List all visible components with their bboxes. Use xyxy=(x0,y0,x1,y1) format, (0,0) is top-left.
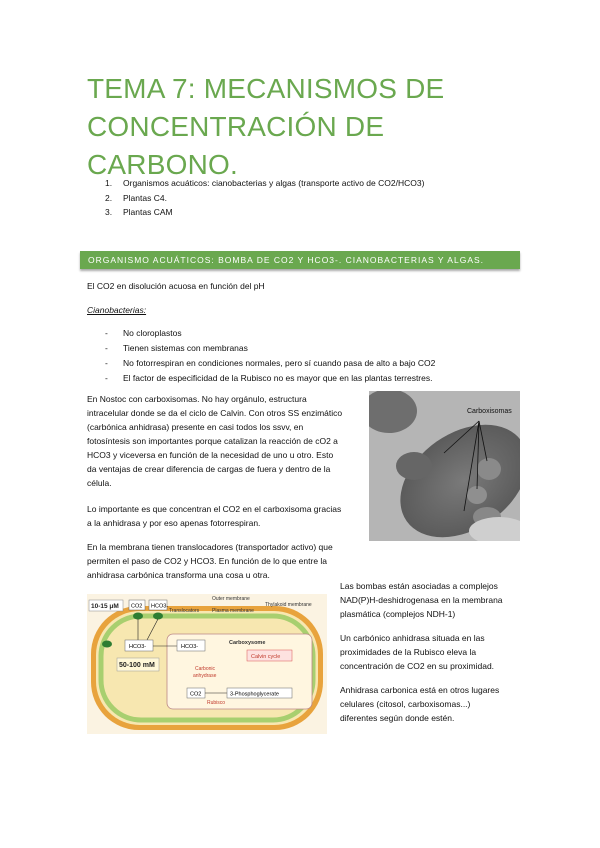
carboxysome-shape xyxy=(477,458,501,480)
text-line: Lo importante es que concentran el CO2 en el carboxisoma gracias xyxy=(87,504,342,514)
inside-conc: 50-100 mM xyxy=(119,662,155,669)
paragraph-carbonico xyxy=(340,631,525,673)
bullet-item: - El factor de especificidad de la Rubisco no es mayor que en las plantas terrestres. xyxy=(105,373,433,383)
co2-inside-label: CO2 xyxy=(190,691,202,698)
translocator-icon xyxy=(153,613,163,620)
bullet-text: Tienen sistemas con membranas xyxy=(123,343,248,353)
paragraph-bombas xyxy=(340,579,525,621)
bullet-item: - No fotorrespiran en condiciones normales, pero sí cuando pasa de alto a bajo CO2 xyxy=(105,358,436,368)
text-line: anhidrasa carbónica transforma una cosa u otra. xyxy=(87,570,270,580)
toc-number: 1. xyxy=(105,178,113,188)
title-line-1: TEMA 7: MECANISMOS DE xyxy=(87,73,445,104)
section-heading: ORGANISMO ACUÁTICOS: BOMBA DE CO2 Y HCO3-. CIANOBACTERIAS Y ALGAS. xyxy=(80,251,520,269)
text-line: plasmática (complejos NDH-1) xyxy=(340,609,456,619)
text-line: permiten el paso de CO2 y HCO3. En función de lo que entre la xyxy=(87,556,328,566)
title-line-2: CONCENTRACIÓN DE CARBONO. xyxy=(87,111,385,180)
bullet-item: - No cloroplastos xyxy=(105,328,182,338)
text-line: (carbónica anhidrasa) presente en casi todos los ssvv, en xyxy=(87,422,304,432)
text-line: celulares (citosol, carboxisomas...) xyxy=(340,699,471,709)
text-line: NAD(P)H-deshidrogenasa en la membrana xyxy=(340,595,503,605)
ccm-diagram-svg xyxy=(87,594,327,734)
carbonic-label: Carbonic xyxy=(195,666,216,672)
cyano-label: Cianobacterias: xyxy=(87,305,147,315)
cell-shape xyxy=(396,452,432,480)
toc-text: Organismos acuáticos: cianobacterias y algas (transporte activo de CO2/HCO3) xyxy=(123,178,425,188)
text-line: intracelular donde se da el ciclo de Calvin. Con otros SS enzimático xyxy=(87,408,343,418)
paragraph-membrana xyxy=(87,540,367,582)
intro-text: El CO2 en disolución acuosa en función del pH xyxy=(87,281,265,291)
plasma-membrane-label: Plasma membrane xyxy=(212,608,254,614)
text-line: a la anhidrasa y por eso apenas fotorrespiran. xyxy=(87,518,261,528)
text-line: Las bombas están asociadas a complejos xyxy=(340,581,498,591)
carboxysome-label: Carboxysome xyxy=(229,640,266,646)
toc-text: Plantas CAM xyxy=(123,207,173,217)
bullet-text: El factor de especificidad de la Rubisco no es mayor que en las plantas terrestres. xyxy=(123,373,433,383)
table-of-contents xyxy=(105,176,424,220)
toc-text: Plantas C4. xyxy=(123,192,167,203)
text-line: da ventajas de crear diferencia de cargas de fuera y dentro de la xyxy=(87,464,331,474)
outer-membrane-label: Outer membrane xyxy=(212,596,250,602)
toc-item xyxy=(105,205,424,220)
hco3-cbx-label: HCO3- xyxy=(181,644,199,650)
bullet-item: - Tienen sistemas con membranas xyxy=(105,343,248,353)
text-line: fotosíntesis son importantes porque catalizan la reacción de cO2 a xyxy=(87,436,338,446)
pga-label: 3-Phosphoglycerate xyxy=(230,691,279,698)
co2-label: CO2 xyxy=(131,603,143,610)
toc-number: 3. xyxy=(105,207,113,217)
text-line: Un carbónico anhidrasa situada en las xyxy=(340,633,485,643)
paragraph-nostoc xyxy=(87,392,362,490)
text-line: Anhidrasa carbonica está en otros lugares xyxy=(340,685,500,695)
ccm-diagram xyxy=(87,594,327,734)
page-title xyxy=(87,70,527,184)
translocators-label: Translocators xyxy=(169,608,200,614)
hco3-inside-label: HCO3- xyxy=(129,644,147,650)
paragraph-concentran xyxy=(87,502,367,530)
text-line: diferentes según donde estén. xyxy=(340,713,455,723)
translocator-icon xyxy=(102,641,112,648)
text-line: célula. xyxy=(87,478,112,488)
text-line: proximidades de la Rubisco eleva la xyxy=(340,647,477,657)
bullet-text: No cloroplastos xyxy=(123,328,182,338)
bullet-text: No fotorrespiran en condiciones normales, pero sí cuando pasa de alto a bajo CO2 xyxy=(123,358,436,368)
micrograph-image xyxy=(369,391,520,541)
outside-conc: 10-15 μM xyxy=(91,603,119,610)
toc-item xyxy=(105,191,424,206)
translocator-icon xyxy=(133,613,143,620)
toc-number: 2. xyxy=(105,192,113,203)
text-line: concentración de CO2 en su proximidad. xyxy=(340,661,495,671)
anhydrase-label: anhydrase xyxy=(193,673,217,679)
cyano-bullets xyxy=(105,326,435,386)
hco3-label: HCO3- xyxy=(151,603,169,610)
rubisco-label: Rubisco xyxy=(207,700,226,706)
micrograph-label: Carboxisomas xyxy=(467,408,512,415)
toc-item xyxy=(105,176,424,191)
thylakoid-membrane-label: Thylakoid membrane xyxy=(265,602,312,608)
text-line: En la membrana tienen translocadores (transportador activo) que xyxy=(87,542,333,552)
text-line: En Nostoc con carboxisomas. No hay orgánulo, estructura xyxy=(87,394,307,404)
carboxysome-micrograph xyxy=(369,391,520,541)
paragraph-anhidrasa xyxy=(340,683,525,725)
calvin-label: Calvin cycle xyxy=(251,654,281,660)
text-line: HCO3 y viceversa en función de la necesidad de uno u otro. Esto xyxy=(87,450,334,460)
